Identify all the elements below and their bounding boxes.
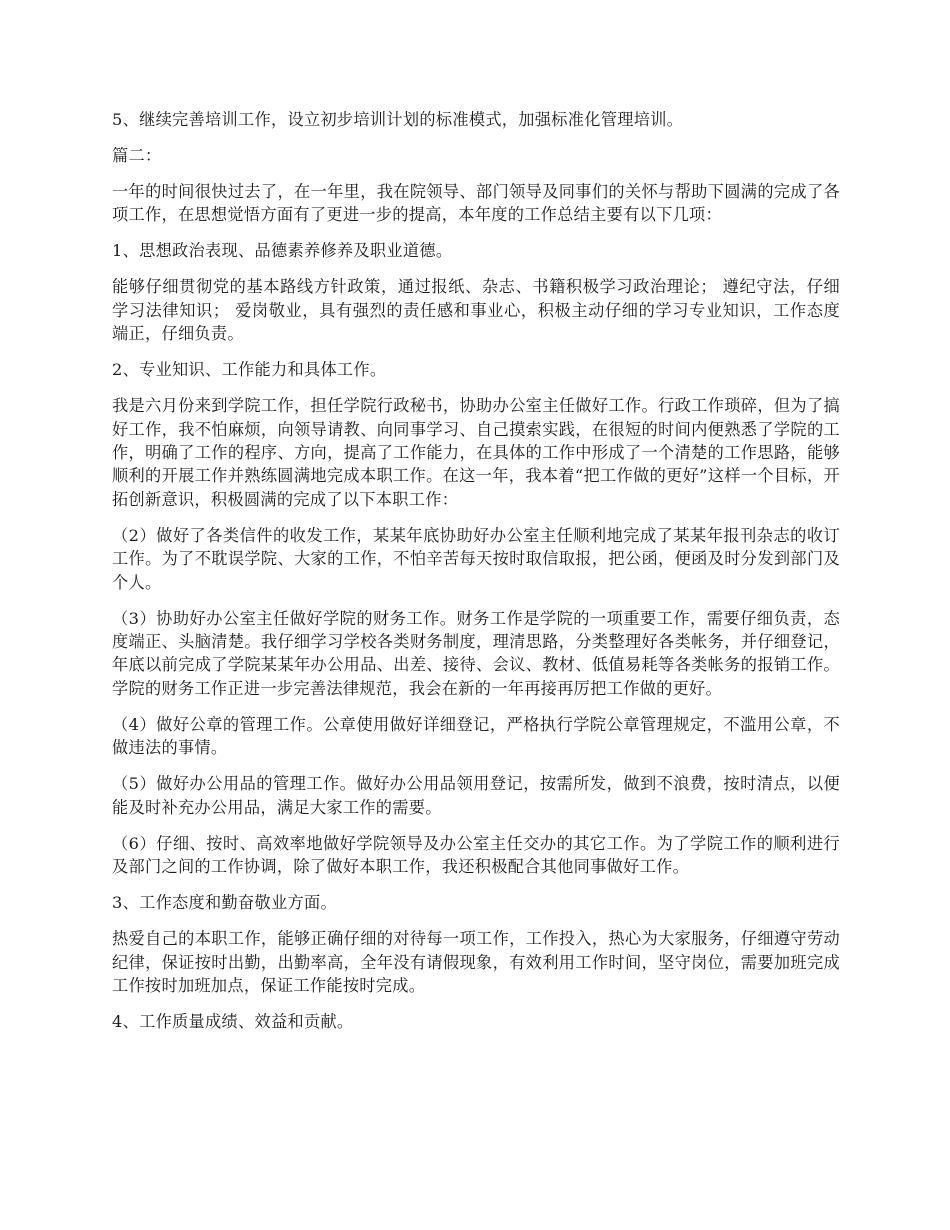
- paragraph-attitude: 热爱自己的本职工作，能够正确仔细的对待每一项工作，工作投入，热心为大家服务，仔细遵守劳动纪律，保证按时出勤，出勤率高，全年没有请假现象，有效利用工作时间，坚守岗位，需要加班完成工作按时加班加点，保证工作能按时完成。: [112, 929, 840, 995]
- paragraph-professional: 我是六月份来到学院工作，担任学院行政秘书，协助办公室主任做好工作。行政工作琐碎，但为了搞好工作，我不怕麻烦，向领导请教、向同事学习、自己摸索实践，在很短的时间内便熟悉了学院的工作，明确了工作的程序、方向，提高了工作能力，在具体的工作中形成了一个清楚的工作思路，能够顺利的开展工作并熟练圆满地完成本职工作。在这一年，我本着“把工作做的更好”这样一个目标，开拓创新意识，积极圆满的完成了以下本职工作：: [112, 396, 840, 509]
- paragraph-item-3-finance: （3）协助好办公室主任做好学院的财务工作。财务工作是学院的一项重要工作，需要仔细负责，态度端正、头脑清楚。我仔细学习学校各类财务制度，理清思路，分类整理好各类帐务，并仔细登记，年底以前完成了学院某某年办公用品、出差、接待、会议、教材、低值易耗等各类帐务的报销工作。学院的财务工作正进一步完善法律规范，我会在新的一年再接再厉把工作做的更好。: [112, 608, 840, 698]
- paragraph-item-6-other: （6）仔细、按时、高效率地做好学院领导及办公室主任交办的其它工作。为了学院工作的顺利进行及部门之间的工作协调，除了做好本职工作，我还积极配合其他同事做好工作。: [112, 833, 840, 877]
- section-heading-part-two: 篇二：: [112, 146, 162, 165]
- paragraph-intro: 一年的时间很快过去了，在一年里，我在院领导、部门领导及同事们的关怀与帮助下圆满的完成了各项工作，在思想觉悟方面有了更进一步的提高，本年度的工作总结主要有以下几项：: [112, 182, 840, 225]
- document-body: [112, 108, 840, 1046]
- paragraph-political: 能够仔细贯彻党的基本路线方针政策，通过报纸、杂志、书籍积极学习政治理论； 遵纪守法，仔细学习法律知识； 爱岗敬业，具有强烈的责任感和事业心，积极主动仔细的学习专业知识，工作态度端正，仔细负责。: [112, 277, 840, 344]
- paragraph-item-5-supplies: （5）做好办公用品的管理工作。做好办公用品领用登记，按需所发，做到不浪费，按时清点，以便能及时补充办公用品，满足大家工作的需要。: [112, 774, 840, 817]
- heading-2-professional: 2、专业知识、工作能力和具体工作。: [112, 360, 387, 380]
- paragraph-item-2-mail: （2）做好了各类信件的收发工作，某某年底协助好办公室主任顺利地完成了某某年报刊杂志的收订工作。为了不耽误学院、大家的工作，不怕辛苦每天按时取信取报，把公函，便函及时分发到部门及个人。: [112, 525, 840, 592]
- paragraph-item-5-training: 5、继续完善培训工作，设立初步培训计划的标准模式，加强标准化管理培训。: [112, 110, 684, 129]
- heading-3-attitude: 3、工作态度和勤奋敬业方面。: [112, 893, 337, 913]
- heading-4-quality: 4、工作质量成绩、效益和贡献。: [112, 1011, 354, 1031]
- heading-1-political: 1、思想政治表现、品德素养修养及职业道德。: [112, 241, 453, 261]
- paragraph-item-4-seal: （4）做好公章的管理工作。公章使用做好详细登记，严格执行学院公章管理规定，不滥用公章，不做违法的事情。: [112, 714, 840, 758]
